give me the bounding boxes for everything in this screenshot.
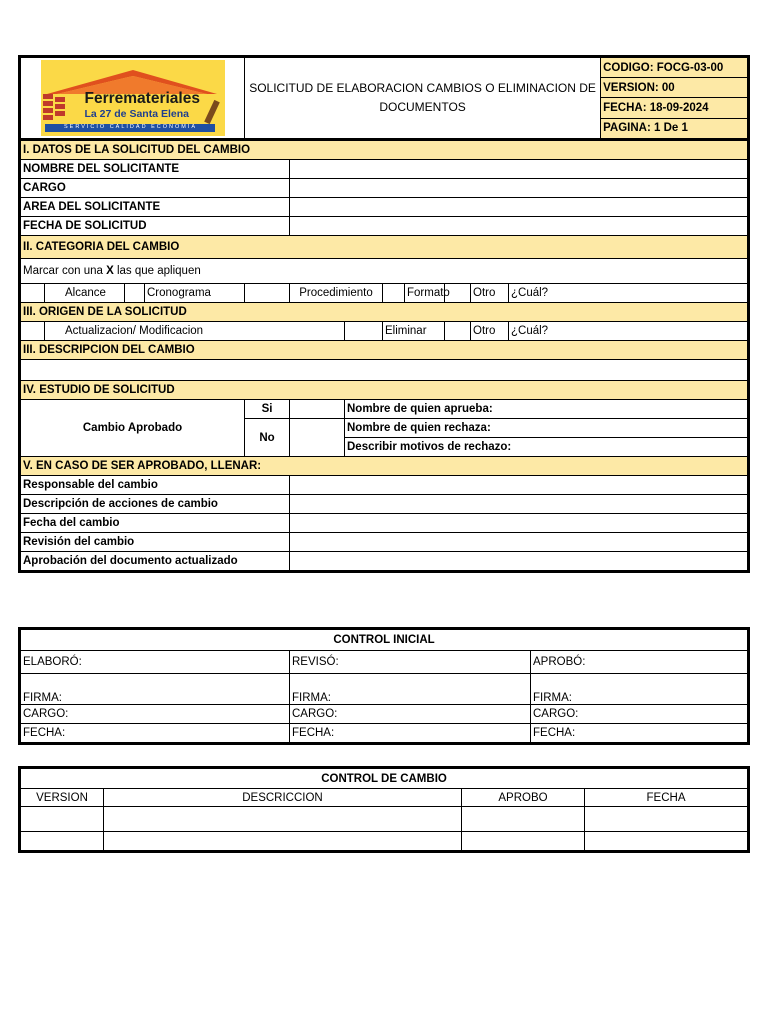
control-cambio-table bbox=[18, 766, 750, 853]
instruction-post: las que apliquen bbox=[113, 265, 201, 277]
cell-aprobo[interactable] bbox=[462, 807, 585, 832]
control-inicial-table bbox=[18, 627, 750, 745]
reviso-field[interactable]: REVISÓ: bbox=[290, 651, 531, 674]
company-logo bbox=[41, 60, 225, 136]
doc-date: FECHA: 18-09-2024 bbox=[601, 98, 749, 118]
fecha-aprobo[interactable]: FECHA: bbox=[531, 724, 749, 744]
section-5-title: V. EN CASO DE SER APROBADO, LLENAR: bbox=[20, 457, 749, 476]
field-input[interactable] bbox=[290, 198, 749, 217]
option-otro: Otro bbox=[471, 284, 509, 303]
cambio-aprobado-label: Cambio Aprobado bbox=[20, 400, 245, 457]
option-alcance: Alcance bbox=[45, 284, 125, 303]
field-input[interactable] bbox=[290, 514, 749, 533]
field-label: NOMBRE DEL SOLICITANTE bbox=[20, 160, 290, 179]
col-fecha: FECHA bbox=[585, 789, 749, 807]
cell-fecha[interactable] bbox=[585, 807, 749, 832]
control-inicial-title: CONTROL INICIAL bbox=[20, 629, 749, 651]
checkbox-alcance[interactable] bbox=[20, 284, 45, 303]
checkbox-actualizacion[interactable] bbox=[20, 322, 45, 341]
instruction-x: X bbox=[106, 265, 114, 277]
logo-cell bbox=[20, 57, 245, 140]
option-otro-origen: Otro bbox=[471, 322, 509, 341]
cual-input[interactable]: ¿Cuál? bbox=[509, 284, 749, 303]
field-input[interactable] bbox=[290, 217, 749, 236]
field-input[interactable] bbox=[290, 476, 749, 495]
field-input[interactable] bbox=[290, 495, 749, 514]
request-form bbox=[18, 55, 750, 573]
cell-descripcion[interactable] bbox=[104, 807, 462, 832]
doc-version: VERSION: 00 bbox=[601, 78, 749, 98]
section-4-title: IV. ESTUDIO DE SOLICITUD bbox=[20, 381, 749, 400]
cell-version[interactable] bbox=[20, 832, 104, 852]
option-formato: Formato bbox=[405, 284, 445, 303]
field-input[interactable] bbox=[290, 179, 749, 198]
option-procedimiento: Procedimiento bbox=[290, 284, 383, 303]
fecha-reviso[interactable]: FECHA: bbox=[290, 724, 531, 744]
checkbox-otro-origen[interactable] bbox=[445, 322, 471, 341]
instruction-text bbox=[20, 259, 749, 284]
checkbox-formato[interactable] bbox=[383, 284, 405, 303]
title-line-1: SOLICITUD DE ELABORACION CAMBIOS O ELIMINACION DE bbox=[249, 81, 596, 95]
field-label: AREA DEL SOLICITANTE bbox=[20, 198, 290, 217]
cell-descripcion[interactable] bbox=[104, 832, 462, 852]
col-version: VERSION bbox=[20, 789, 104, 807]
checkbox-cronograma[interactable] bbox=[125, 284, 145, 303]
form-title bbox=[245, 57, 601, 140]
aprueba-label: Nombre de quien aprueba: bbox=[345, 400, 749, 419]
firma-reviso[interactable]: FIRMA: bbox=[290, 674, 531, 705]
firma-aprobo[interactable]: FIRMA: bbox=[531, 674, 749, 705]
logo-tagline: SERVICIO CALIDAD ECONOMIA bbox=[63, 124, 198, 130]
field-label: Revisión del cambio bbox=[20, 533, 290, 552]
section-2-title: II. CATEGORIA DEL CAMBIO bbox=[20, 236, 749, 259]
fecha-elaboro[interactable]: FECHA: bbox=[20, 724, 290, 744]
field-label: Fecha del cambio bbox=[20, 514, 290, 533]
si-checkbox[interactable] bbox=[290, 400, 345, 419]
instruction-pre: Marcar con una bbox=[23, 265, 107, 277]
col-aprobo: APROBO bbox=[462, 789, 585, 807]
cell-version[interactable] bbox=[20, 807, 104, 832]
no-label: No bbox=[245, 419, 290, 457]
rechaza-label: Nombre de quien rechaza: bbox=[345, 419, 749, 438]
field-label: Responsable del cambio bbox=[20, 476, 290, 495]
logo-name: Ferremateriales bbox=[84, 90, 200, 107]
description-input[interactable] bbox=[20, 360, 749, 381]
option-cronograma: Cronograma bbox=[145, 284, 245, 303]
doc-page: PAGINA: 1 De 1 bbox=[601, 118, 749, 139]
checkbox-eliminar[interactable] bbox=[345, 322, 383, 341]
cargo-reviso[interactable]: CARGO: bbox=[290, 705, 531, 724]
section-description-title: III. DESCRIPCION DEL CAMBIO bbox=[20, 341, 749, 360]
firma-elaboro[interactable]: FIRMA: bbox=[20, 674, 290, 705]
field-label: FECHA DE SOLICITUD bbox=[20, 217, 290, 236]
field-input[interactable] bbox=[290, 533, 749, 552]
cell-aprobo[interactable] bbox=[462, 832, 585, 852]
field-input[interactable] bbox=[290, 552, 749, 572]
cell-fecha[interactable] bbox=[585, 832, 749, 852]
field-label: Aprobación del documento actualizado bbox=[20, 552, 290, 572]
logo-subtitle: La 27 de Santa Elena bbox=[84, 108, 189, 120]
field-label: Descripción de acciones de cambio bbox=[20, 495, 290, 514]
checkbox-procedimiento[interactable] bbox=[245, 284, 290, 303]
field-label: CARGO bbox=[20, 179, 290, 198]
doc-code: CODIGO: FOCG-03-00 bbox=[601, 57, 749, 78]
cual-origen-input[interactable]: ¿Cuál? bbox=[509, 322, 749, 341]
control-cambio-title: CONTROL DE CAMBIO bbox=[20, 768, 749, 789]
field-input[interactable] bbox=[290, 160, 749, 179]
aprobo-field[interactable]: APROBÓ: bbox=[531, 651, 749, 674]
section-1-title: I. DATOS DE LA SOLICITUD DEL CAMBIO bbox=[20, 140, 749, 160]
motivos-label: Describir motivos de rechazo: bbox=[345, 438, 749, 457]
cargo-aprobo[interactable]: CARGO: bbox=[531, 705, 749, 724]
cargo-elaboro[interactable]: CARGO: bbox=[20, 705, 290, 724]
option-actualizacion: Actualizacion/ Modificacion bbox=[45, 322, 345, 341]
no-checkbox[interactable] bbox=[290, 419, 345, 457]
si-label: Si bbox=[245, 400, 290, 419]
title-line-2: DOCUMENTOS bbox=[379, 100, 466, 114]
option-eliminar: Eliminar bbox=[383, 322, 445, 341]
section-3-title: III. ORIGEN DE LA SOLICITUD bbox=[20, 303, 749, 322]
elaboro-field[interactable]: ELABORÓ: bbox=[20, 651, 290, 674]
col-descripcion: DESCRICCION bbox=[104, 789, 462, 807]
